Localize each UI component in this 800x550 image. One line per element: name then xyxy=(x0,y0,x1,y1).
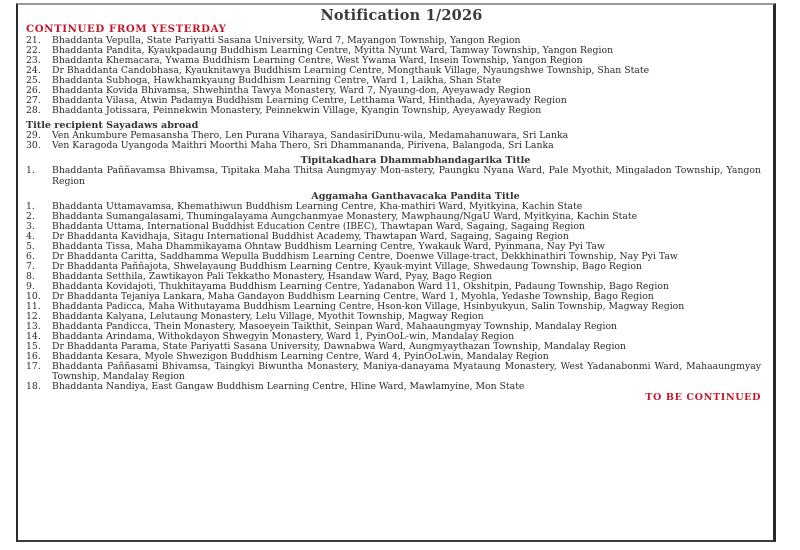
to-be-continued-label: TO BE CONTINUED xyxy=(645,392,761,404)
item-text: Bhaddanta Khemacara, Ywama Buddhism Learning Centre, West Ywama Ward, Insein Township, Yangon Region xyxy=(52,55,583,67)
item-number: 5. xyxy=(26,240,35,252)
item-number: 26. xyxy=(26,85,41,97)
item-text: Bhaddanta Vilasa, Atwin Padamya Buddhism Learning Centre, Letthama Ward, Hinthada, Ayeyawady Region xyxy=(52,95,567,107)
item-number: 11. xyxy=(26,301,41,313)
item-text: Bhaddanta Kovidajoti, Thukhitayama Buddhism Learning Centre, Yadanabon Ward 11, Okshitpin, Padaung Township, Bago Region xyxy=(52,280,669,292)
item-number: 8. xyxy=(26,270,35,282)
abroad-heading: Title recipient Sayadaws abroad xyxy=(26,120,199,132)
item-number: 1. xyxy=(26,165,35,177)
item-text: Bhaddanta Tissa, Maha Dhammikayama Ohntaw Buddhism Learning Centre, Ywakauk Ward, Pyinmana, Nay Pyi Taw xyxy=(52,240,605,252)
item-number: 10. xyxy=(26,290,41,302)
item-text: Bhaddanta Setthila, Zawtikayon Pali Tekkatho Monastery, Hsandaw Ward, Pyay, Bago Region xyxy=(52,270,493,282)
item-text: Bhaddanta Uttamavamsa, Khemathiwun Buddhism Learning Centre, Kha-mathiri Ward, Myitkyina, Kachin State xyxy=(52,200,583,212)
item-number: 27. xyxy=(26,95,41,107)
item-number: 17. xyxy=(26,361,41,373)
item-text: Bhaddanta Sumangalasami, Thumingalayama Aungchanmyae Monastery, Mawphaung/NgaU Ward, Myitkyina, Kachin State xyxy=(52,210,638,222)
item-text: Bhaddanta Paññasami Bhivamsa, Taingkyi Biwuntha Monastery, Maniya-danayama Myataung Monastery, West Yadanabonmi Ward, Mahaaungmyay Township, Mandalay Region xyxy=(52,361,761,383)
item-text: Bhaddanta Paññavamsa Bhivamsa, Tipitaka Maha Thitsa Aungmyay Mon-astery, Paungku Nyana Ward, Pale Myothit, Mingaladon Township, Yangon Region xyxy=(52,165,761,187)
item-text: Bhaddanta Pandita, Kyaukpadaung Buddhism Learning Centre, Myitta Nyunt Ward, Tamway Township, Yangon Region xyxy=(52,45,614,57)
item-text: Dr Bhaddanta Kavidhaja, Sitagu International Buddhist Academy, Thawtapan Ward, Sagaing, Sagaing Region xyxy=(52,230,569,242)
item-text: Bhaddanta Kesara, Myole Shwezigon Buddhism Learning Centre, Ward 4, PyinOoLwin, Mandalay Region xyxy=(52,351,549,363)
list-item xyxy=(26,141,765,151)
notification-title: Notification 1/2026 xyxy=(320,7,483,24)
item-text: Dr Bhaddanta Paññajota, Shwelayaung Buddhism Learning Centre, Kyauk-myint Village, Shwedaung Township, Bago Region xyxy=(52,260,642,272)
main-list xyxy=(26,36,765,116)
item-number: 16. xyxy=(26,351,41,363)
item-number: 29. xyxy=(26,130,41,142)
item-text: Dr Bhaddanta Candobhasa, Kyauknitawya Buddhism Learning Centre, Mongthauk Village, Nyaungshwe Township, Shan State xyxy=(52,65,650,77)
item-text: Bhaddanta Padicca, Maha Withutayama Buddhism Learning Centre, Hson-kon Village, Hsinbyukyun, Salin Township, Magway Region xyxy=(52,301,685,313)
item-number: 3. xyxy=(26,220,35,232)
item-number: 22. xyxy=(26,45,41,57)
item-text: Bhaddanta Nandiya, East Gangaw Buddhism Learning Centre, Hline Ward, Mawlamyine, Mon State xyxy=(52,381,525,393)
item-text: Bhaddanta Uttama, International Buddhist Education Centre (IBEC), Thawtapan Ward, Sagaing, Sagaing Region xyxy=(52,220,585,232)
item-number: 12. xyxy=(26,311,41,323)
list-item xyxy=(26,106,765,116)
item-number: 13. xyxy=(26,321,41,333)
item-number: 4. xyxy=(26,230,35,242)
item-number: 25. xyxy=(26,75,41,87)
continued-from-label: CONTINUED FROM YESTERDAY xyxy=(26,23,227,35)
item-number: 30. xyxy=(26,140,41,152)
item-number: 23. xyxy=(26,55,41,67)
item-number: 7. xyxy=(26,260,35,272)
item-text: Bhaddanta Kalyana, Lelutaung Monastery, Lelu Village, Myothit Township, Magway Region xyxy=(52,311,484,323)
item-number: 15. xyxy=(26,341,41,353)
abroad-list xyxy=(26,131,765,151)
item-number: 21. xyxy=(26,35,41,46)
item-text: Ven Ankumbure Pemasansha Thero, Len Purana Viharaya, SandasiriDunu-wila, Medamahanuwara, Sri Lanka xyxy=(52,130,569,142)
item-number: 24. xyxy=(26,65,41,77)
item-text: Dr Bhaddanta Parama, State Pariyatti Sasana University, Dawnabwa Ward, Aungmyaythazan Township, Mandalay Region xyxy=(52,341,626,353)
item-number: 2. xyxy=(26,210,35,222)
item-number: 18. xyxy=(26,381,41,393)
item-number: 14. xyxy=(26,331,41,343)
item-number: 9. xyxy=(26,280,35,292)
notification-frame xyxy=(16,3,776,542)
item-number: 6. xyxy=(26,250,35,262)
item-text: Dr Bhaddanta Tejaniya Lankara, Maha Gandayon Buddhism Learning Centre, Ward 1, Myohla, Yedashe Township, Bago Region xyxy=(52,290,654,302)
item-text: Dr Bhaddanta Caritta, Saddhamma Wepulla Buddhism Learning Centre, Doenwe Village-tract, Dekkhinathiri Township, Nay Pyi Taw xyxy=(52,250,678,262)
item-number: 28. xyxy=(26,105,41,117)
tipitakadhara-list xyxy=(26,166,765,186)
item-text: Ven Karagoda Uyangoda Maithri Moorthi Maha Thero, Sri Dhammananda, Pirivena, Balangoda, Sri Lanka xyxy=(52,140,554,152)
list-item xyxy=(26,362,765,382)
notification-content xyxy=(26,7,765,403)
list-item xyxy=(26,382,765,392)
tipitakadhara-heading: Tipitakadhara Dhammabhandagarika Title xyxy=(300,155,531,167)
item-number: 1. xyxy=(26,200,35,212)
item-text: Bhaddanta Subhoga, Hawkhamkyaung Buddhism Learning Centre, Ward 1, Laikha, Shan State xyxy=(52,75,502,87)
list-item xyxy=(26,166,765,186)
item-text: Bhaddanta Vepulla, State Pariyatti Sasana University, Ward 7, Mayangon Township, Yangon Region xyxy=(52,35,521,46)
item-text: Bhaddanta Jotissara, Peinnekwin Monastery, Peinnekwin Village, Kyangin Township, Ayeyawady Region xyxy=(52,105,542,117)
item-text: Bhaddanta Arindama, Withokdayon Shwegyin Monastery, Ward 1, PyinOoL-win, Mandalay Region xyxy=(52,331,515,343)
aggamaha-heading: Aggamaha Ganthavacaka Pandita Title xyxy=(311,190,520,202)
item-text: Bhaddanta Pandicca, Thein Monastery, Masoeyein Taikthit, Seinpan Ward, Mahaaungmyay Township, Mandalay Region xyxy=(52,321,618,333)
aggamaha-list xyxy=(26,202,765,393)
item-text: Bhaddanta Kovida Bhivamsa, Shwehintha Tawya Monastery, Ward 7, Nyaung-don, Ayeyawady Region xyxy=(52,85,531,97)
